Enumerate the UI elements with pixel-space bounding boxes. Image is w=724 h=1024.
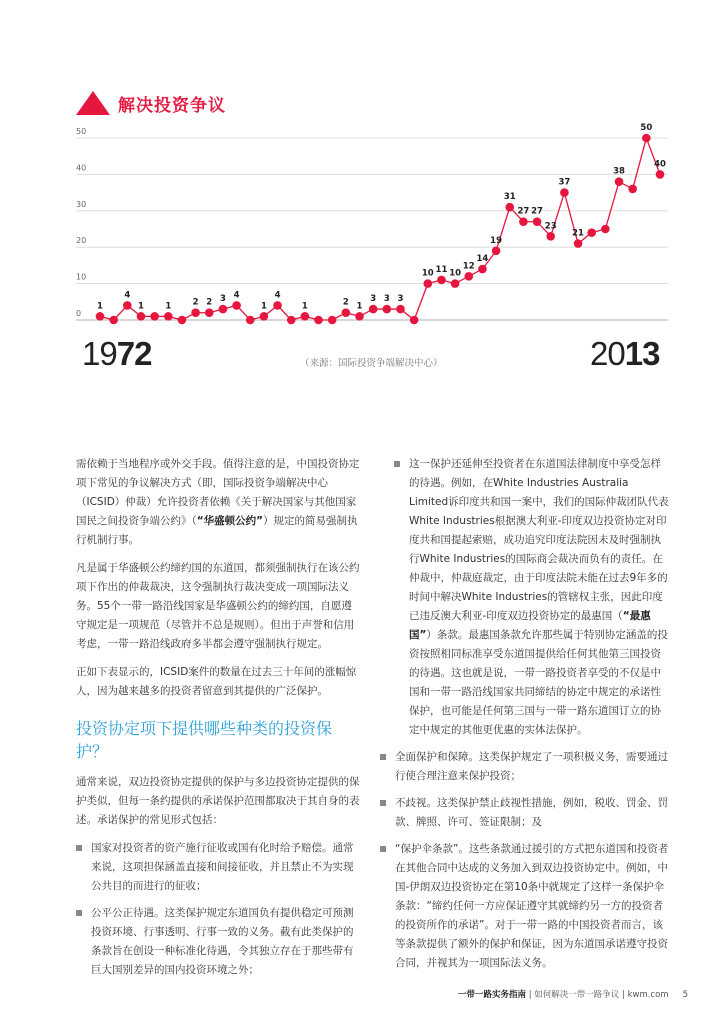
data-label: 10: [449, 268, 462, 279]
page-number: 5: [682, 990, 688, 1000]
icsid-cases-chart: [0, 118, 724, 328]
data-label: 21: [572, 228, 584, 239]
data-point: [560, 188, 569, 197]
data-label: 4: [274, 290, 281, 301]
data-point: [328, 316, 337, 325]
data-point: [342, 308, 351, 317]
data-label: 10: [421, 268, 434, 279]
data-point: [546, 232, 555, 241]
protection-list-continued: [380, 748, 670, 973]
data-point: [178, 316, 187, 325]
data-label: 50: [640, 123, 653, 133]
data-point: [96, 312, 105, 321]
data-point: [533, 217, 542, 226]
data-point: [656, 170, 665, 179]
bullet-icon: [380, 846, 386, 852]
bullet-icon: [76, 845, 82, 851]
chart-end-year: 2013: [590, 335, 660, 372]
data-point: [410, 316, 419, 325]
data-label: 1: [97, 301, 103, 312]
data-label: 40: [654, 159, 666, 170]
list-item: 国家对投资者的资产施行征收或国有化时给予赔偿。通常来说，这项担保涵盖直接和间接征收，并且禁止不为实现公共目的而进行的征收；: [76, 839, 362, 896]
list-item: 这一保护还延伸至投资者在东道国法律制度中享受怎样的待遇。例如，在White Industries Australia Limited诉印度共和国一案中，我们的国际仲裁团队代表White Industries根据澳大利亚-印度双边投资协定对印度共和国提起索赔，成功追究印度法院因未及时强制执行White Industries的国际商会裁决而负有的责任。在仲裁中，仲裁庭裁定，由于印度法院未能在过去9年多的时间中解决White Industries的管辖权主张，因此印度已违反澳大利亚-印度双边投资协定的最惠国（“最惠国”）条款。最惠国条款允许那些属于特别协定涵盖的投资按照相同标准享受东道国提供给任何其他第三国投资的待遇。这也就是说，一带一路投资者享受的不仅是中国和一带一路沿线国家共同缔结的协定中规定的承诺性保护，也可能是任何第三国与一带一路东道国订立的协定中规定的其他更优惠的实体法保护。: [394, 455, 670, 740]
triangle-icon: [76, 91, 110, 115]
data-point: [492, 247, 501, 256]
paragraph-protection-intro: 通常来说，双边投资协定提供的保护与多边投资协定提供的保护类似，但每一条约提供的承诺保护范围都取决于其自身的表述。承诺保护的常见形式包括：: [76, 776, 360, 826]
y-tick-label: 20: [76, 236, 87, 246]
page-footer: [458, 988, 688, 1000]
data-point: [383, 305, 392, 314]
data-point: [478, 265, 487, 274]
data-label: 4: [233, 290, 240, 301]
data-point: [232, 301, 241, 310]
data-label: 2: [206, 297, 213, 308]
list-item: 不歧视。这类保护禁止歧视性措施，例如，税收、罚金、罚款、牌照、许可、签证限制；及: [380, 794, 670, 832]
y-tick-label: 30: [76, 199, 87, 209]
data-point: [246, 316, 255, 325]
y-tick-label: 0: [76, 309, 82, 318]
right-column: [380, 455, 670, 981]
data-label: 1: [165, 301, 172, 312]
data-label: 1: [138, 301, 144, 312]
data-point: [615, 177, 624, 186]
data-point: [574, 239, 583, 248]
data-point: [137, 312, 146, 321]
sub-protection-list: [380, 455, 670, 740]
data-point: [164, 312, 173, 321]
data-label: 38: [613, 166, 625, 177]
data-label: 1: [356, 301, 363, 312]
chart-source: （来源：国际投资争端解决中心）: [300, 358, 443, 369]
data-point: [396, 305, 405, 314]
list-item: 全面保护和保障。这类保护规定了一项积极义务，需要通过行使合理注意来保护投资；: [380, 748, 670, 786]
data-point: [150, 312, 159, 321]
data-label: 2: [192, 297, 199, 308]
data-point: [287, 316, 296, 325]
section-heading: [76, 88, 226, 118]
data-label: 11: [435, 264, 448, 275]
bullet-icon: [394, 461, 400, 467]
paragraph-case-growth: 正如下表显示的，ICSID案件的数量在过去三十年间的涨幅惊人，因为越来越多的投资者留意到其提供的广泛保护。: [76, 666, 357, 697]
data-point: [355, 312, 364, 321]
data-point: [260, 312, 269, 321]
data-point: [109, 316, 118, 325]
bullet-icon: [380, 800, 386, 806]
data-label: 3: [370, 294, 377, 305]
data-point: [505, 203, 514, 212]
data-label: 31: [503, 192, 516, 203]
section-title-protection: 投资协定项下提供哪些种类的投资保护？: [76, 719, 333, 761]
footer-brand: 一带一路实务指南: [458, 990, 527, 1000]
data-point: [219, 305, 228, 314]
y-tick-label: 50: [76, 127, 87, 136]
data-point: [642, 134, 651, 143]
data-label: 37: [558, 177, 571, 188]
data-label: 3: [397, 294, 404, 305]
data-label: 3: [383, 294, 390, 305]
data-point: [191, 308, 200, 317]
data-point: [273, 301, 282, 310]
data-label: 2: [342, 297, 349, 308]
data-point: [519, 217, 528, 226]
data-label: 1: [301, 301, 308, 312]
data-label: 27: [531, 206, 543, 217]
protection-list: [76, 839, 362, 980]
list-item: 公平公正待遇。这类保护规定东道国负有提供稳定可预测投资环境、行事透明、行事一致的义务。截有此类保护的条款旨在创设一种标准化待遇，令其独立存在于那些带有巨大国别差异的国内投资环境之外；: [76, 904, 362, 980]
paragraph-icsid-intro: 需依赖于当地程序或外交手段。值得注意的是，中国投资协定项下常见的争议解决方式（即，国际投资争端解决中心（ICSID）仲裁）允许投资者依赖《关于解决国家与其他国家国民之间投资争端公约》（“华盛顿公约”）规定的简易强制执行机制行事。: [76, 458, 360, 546]
paragraph-washington-convention: 凡是属于华盛顿公约缔约国的东道国，都须强制执行在该公约项下作出的仲裁裁决，这令强制执行裁决变成一项国际法义务。55个一带一路沿线国家是华盛顿公约的缔约国，自愿遵守规定是一项规范（尽管并不总是规则）。但出于声誉和信用考虑，一带一路沿线政府多半都会遵守强制执行规定。: [76, 562, 360, 650]
left-column: [76, 455, 362, 988]
data-label: 3: [219, 294, 226, 305]
list-item: “保护伞条款”。这些条款通过援引的方式把东道国和投资者在其他合同中达成的义务加入到双边投资协定中。例如，中国-伊朗双边投资协定在第10条中就规定了这样一条保护伞条款：“缔约任何一方应保证遵守其就缔约另一方的投资者的投资所作的承诺”。对于一带一路的中国投资者而言，该等条款提供了额外的保护和保证，因为东道国承诺遵守投资合同，并视其为一项国际法义务。: [380, 840, 670, 973]
section-heading-title: 解决投资争议: [118, 95, 226, 116]
data-label: 4: [124, 290, 131, 301]
data-point: [587, 228, 596, 237]
data-point: [424, 279, 433, 288]
data-label: 27: [517, 206, 530, 217]
data-point: [628, 185, 637, 194]
data-point: [464, 272, 473, 281]
data-label: 14: [476, 254, 489, 265]
data-label: 1: [260, 301, 267, 312]
data-point: [314, 316, 323, 325]
data-point: [123, 301, 132, 310]
data-point: [601, 225, 610, 234]
y-tick-label: 40: [76, 163, 87, 173]
y-tick-label: 10: [76, 272, 87, 282]
data-point: [369, 305, 378, 314]
data-label: 19: [490, 235, 503, 246]
bullet-icon: [380, 754, 386, 760]
chart-start-year: 1972: [82, 335, 152, 372]
data-point: [437, 276, 446, 285]
data-point: [451, 279, 460, 288]
data-label: 23: [544, 221, 557, 232]
data-point: [301, 312, 310, 321]
data-label: 12: [462, 261, 475, 272]
footer-text: | 如何解决一带一路争议 | kwm.com: [526, 990, 669, 1000]
bullet-icon: [76, 910, 82, 916]
data-point: [205, 308, 214, 317]
